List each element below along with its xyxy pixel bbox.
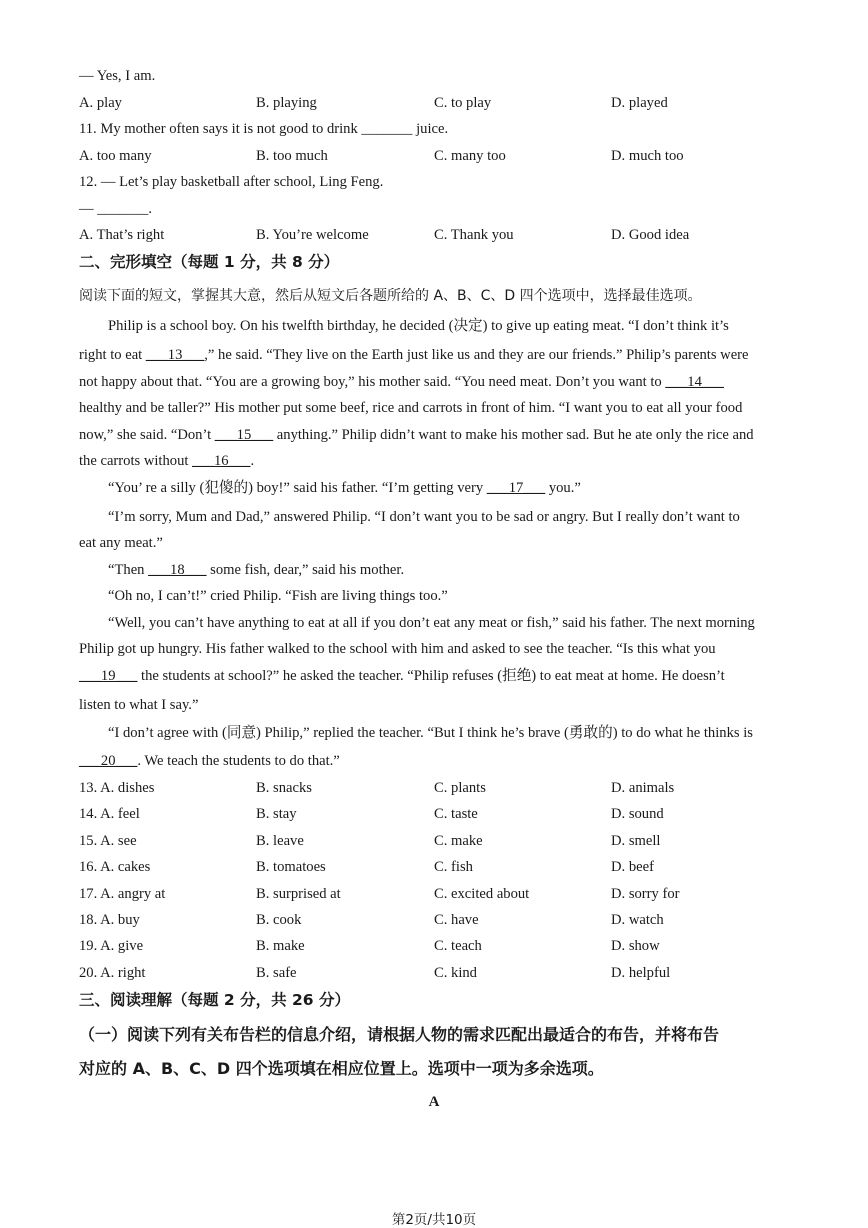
passage-line: not happy about that. “You are a growing boy,” his mother said. “You need meat. Don’t you want to ___14___: [79, 374, 724, 390]
choice-14-c: C. taste: [434, 806, 478, 822]
q12-option-a: A. That’s right: [79, 227, 165, 243]
blank-19: ___19___: [79, 668, 138, 684]
passage-line: “Well, you can’t have anything to eat at all if you don’t eat any meat or fish,” said his father. The next morning: [108, 615, 755, 631]
q10-answer: — Yes, I am.: [79, 68, 156, 84]
q10-option-c: C. to play: [434, 95, 492, 111]
q11-option-a: A. too many: [79, 148, 152, 164]
choice-20-a: 20. A. right: [79, 965, 146, 981]
q12-option-c: C. Thank you: [434, 227, 514, 243]
choice-17-c: C. excited about: [434, 886, 530, 902]
passage-line: eat any meat.”: [79, 535, 163, 551]
q11-text: 11. My mother often says it is not good to drink _______ juice.: [79, 121, 449, 137]
choice-19-b: B. make: [256, 938, 305, 954]
section3-instruction: （一）阅读下列有关布告栏的信息介绍，请根据人物的需求匹配出最适合的布告，并将布告: [79, 1025, 720, 1044]
q10-option-a: A. play: [79, 95, 122, 111]
q10-option-b: B. playing: [256, 95, 317, 111]
section3-instruction: 对应的 A、B、C、D 四个选项填在相应位置上。选项中一项为多余选项。: [79, 1059, 604, 1078]
choice-14-b: B. stay: [256, 806, 297, 822]
blank-17: ___17___: [486, 480, 546, 496]
blank-20: ___20___: [79, 753, 138, 769]
blank-14: ___14___: [665, 374, 724, 390]
passage-line: the carrots without ___16___.: [79, 453, 255, 469]
choice-19-c: C. teach: [434, 938, 482, 954]
q11-option-b: B. too much: [256, 148, 328, 164]
passage-line: now,” she said. “Don’t ___15___ anything.” Philip didn’t want to make his mother sad. But he ate only the rice and: [79, 427, 754, 443]
choice-17-d: D. sorry for: [611, 886, 680, 902]
notice-label: A: [428, 1094, 440, 1110]
choice-14-a: 14. A. feel: [79, 806, 140, 822]
choice-13-a: 13. A. dishes: [79, 780, 155, 796]
q11-option-c: C. many too: [434, 148, 506, 164]
passage-line: listen to what I say.”: [79, 697, 199, 713]
section2-heading: 二、完形填空（每题 1 分，共 8 分）: [79, 253, 340, 271]
choice-15-d: D. smell: [611, 833, 661, 849]
choice-20-d: D. helpful: [611, 965, 671, 981]
passage-line: “You’ re a silly (犯傻的) boy!” said his father. “I’m getting very ___17___ you.”: [108, 480, 581, 496]
section3-heading: 三、阅读理解（每题 2 分，共 26 分）: [79, 991, 350, 1009]
choice-15-c: C. make: [434, 833, 483, 849]
blank-16: ___16___: [192, 453, 251, 469]
q12-option-b: B. You’re welcome: [256, 227, 369, 243]
choice-20-b: B. safe: [256, 965, 297, 981]
q11-option-d: D. much too: [611, 148, 684, 164]
passage-line: right to eat ___13___,” he said. “They live on the Earth just like us and they are our friends.” Philip’s parents were: [79, 347, 749, 363]
choice-18-d: D. watch: [611, 912, 664, 928]
choice-15-b: B. leave: [256, 833, 304, 849]
choice-18-a: 18. A. buy: [79, 912, 140, 928]
choice-13-d: D. animals: [611, 780, 675, 796]
choice-18-c: C. have: [434, 912, 479, 928]
q12-option-d: D. Good idea: [611, 227, 690, 243]
choice-13-c: C. plants: [434, 780, 486, 796]
page-footer: 第2页/共10页: [391, 1212, 477, 1228]
choice-16-b: B. tomatoes: [256, 859, 326, 875]
blank-15: ___15___: [214, 427, 274, 443]
passage-line: Philip got up hungry. His father walked to the school with him and asked to see the teacher. “Is this what you: [79, 641, 716, 657]
passage-line: ___19___ the students at school?” he asked the teacher. “Philip refuses (拒绝) to eat meat at home. He doesn’t: [79, 668, 725, 684]
choice-14-d: D. sound: [611, 806, 664, 822]
choice-16-d: D. beef: [611, 859, 654, 875]
choice-16-a: 16. A. cakes: [79, 859, 151, 875]
choice-18-b: B. cook: [256, 912, 302, 928]
passage-line: healthy and be taller?” His mother put some beef, rice and carrots in front of him. “I want you to eat all your food: [79, 400, 743, 416]
choice-19-d: D. show: [611, 938, 660, 954]
passage-line: “Oh no, I can’t!” cried Philip. “Fish are living things too.”: [108, 588, 448, 604]
choice-13-b: B. snacks: [256, 780, 312, 796]
q12-blank: — _______.: [79, 201, 152, 217]
passage-line: “I don’t agree with (同意) Philip,” replied the teacher. “But I think he’s brave (勇敢的) to do what he thinks is: [108, 725, 753, 741]
section2-intro: 阅读下面的短文，掌握其大意，然后从短文后各题所给的 A、B、C、D 四个选项中，选择最佳选项。: [79, 288, 702, 304]
choice-15-a: 15. A. see: [79, 833, 137, 849]
q12-text: 12. — Let’s play basketball after school, Ling Feng.: [79, 174, 384, 190]
blank-18: ___18___: [148, 562, 207, 578]
q10-option-d: D. played: [611, 95, 668, 111]
blank-13: ___13___: [145, 347, 205, 363]
passage-line: Philip is a school boy. On his twelfth birthday, he decided (决定) to give up eating meat. “I don’t think it’s: [108, 318, 729, 334]
passage-line: ___20___. We teach the students to do that.”: [79, 753, 340, 769]
choice-20-c: C. kind: [434, 965, 477, 981]
choice-19-a: 19. A. give: [79, 938, 144, 954]
choice-17-b: B. surprised at: [256, 886, 341, 902]
passage-line: “I’m sorry, Mum and Dad,” answered Philip. “I don’t want you to be sad or angry. But I really don’t want to: [108, 509, 740, 525]
passage-line: “Then ___18___ some fish, dear,” said his mother.: [108, 562, 405, 578]
choice-16-c: C. fish: [434, 859, 473, 875]
choice-17-a: 17. A. angry at: [79, 886, 166, 902]
